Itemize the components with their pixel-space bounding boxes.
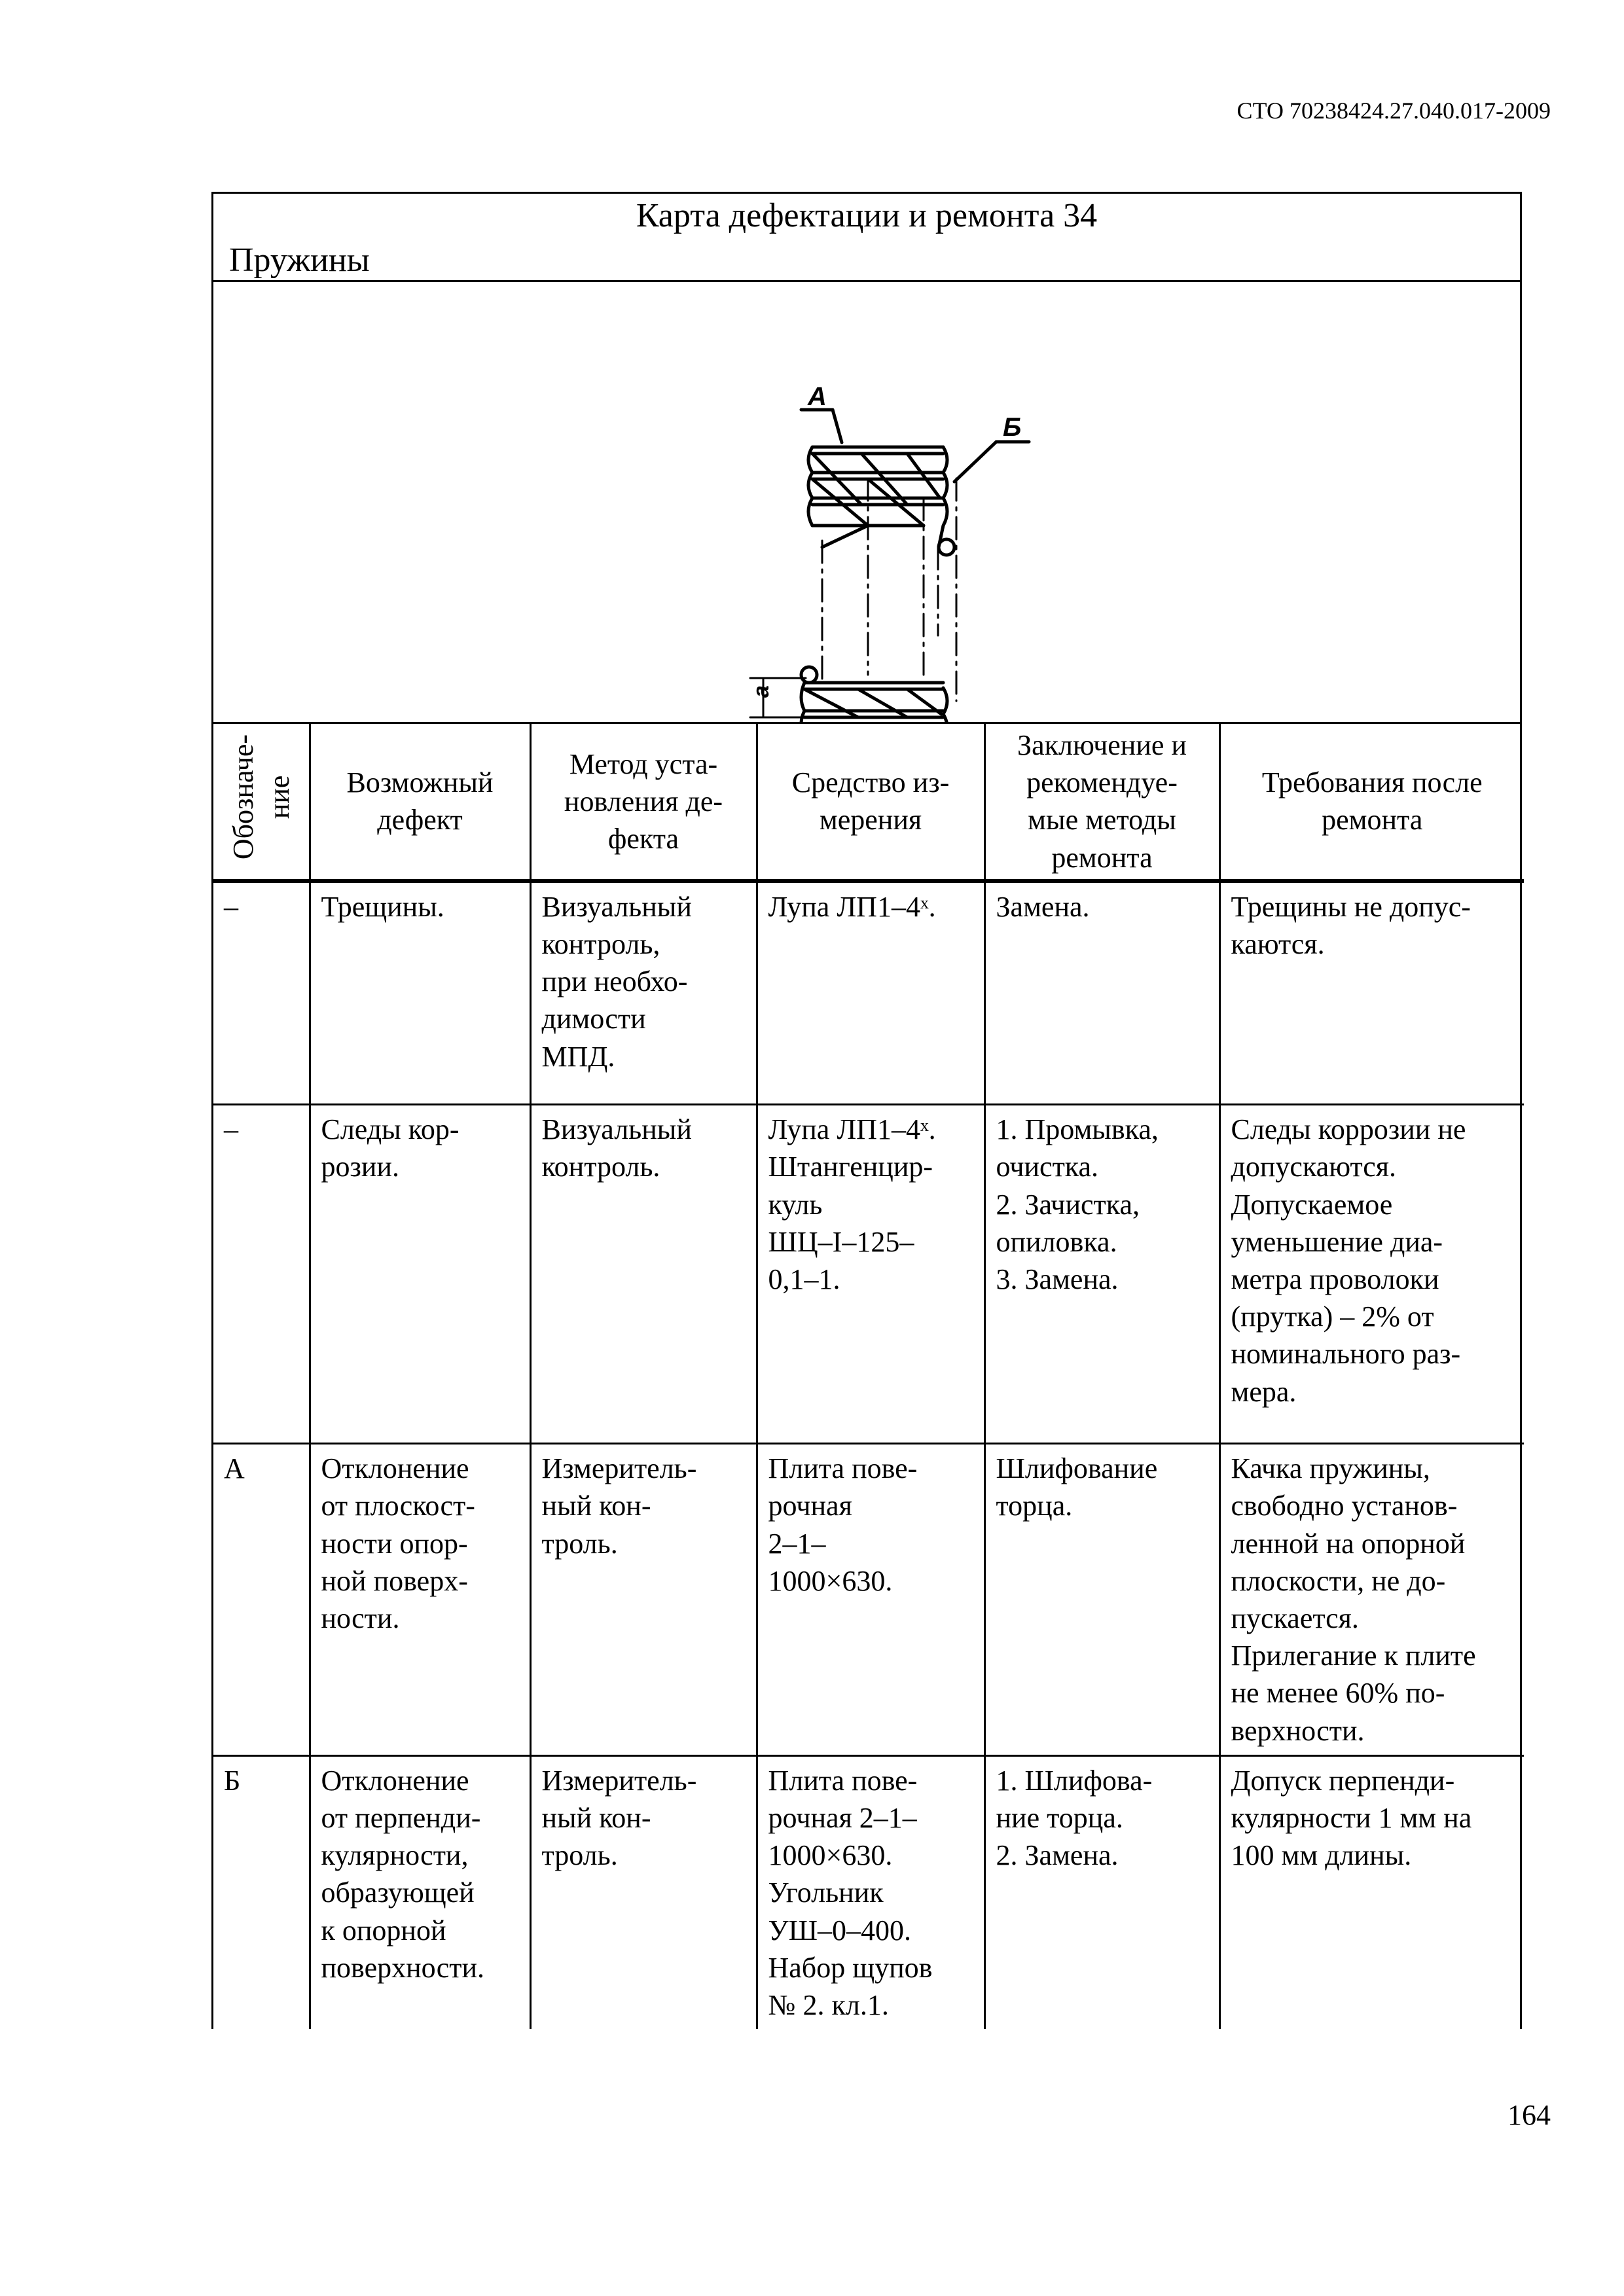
card-title-row xyxy=(213,194,1520,282)
table-row xyxy=(213,1444,1524,1756)
spring-drawing-svg xyxy=(213,282,1520,722)
cell-designation: Б xyxy=(224,1764,241,1797)
cell-requirements: Качка пружины, свободно установ- ленной на опорной плоскости, не до- пускается. Прилегание к плите не менее 60% по- верхности. xyxy=(1219,1444,1524,1756)
dimension-label: a xyxy=(749,685,774,698)
cell-method: Измеритель- ный кон- троль. xyxy=(530,1444,757,1756)
cell-instrument: Лупа ЛП1–4ˣ. xyxy=(757,881,984,1105)
label-b: Б xyxy=(1003,413,1022,442)
cell-method: Измеритель- ный кон- троль. xyxy=(530,1755,757,2029)
card-subtitle: Пружины xyxy=(229,242,370,279)
cell-method: Визуальный контроль. xyxy=(530,1105,757,1444)
cell-designation: – xyxy=(213,1105,310,1444)
header-instrument: Средство из- мерения xyxy=(757,724,984,881)
document-code: СТО 70238424.27.040.017-2009 xyxy=(1236,98,1551,124)
cell-conclusion: 1. Шлифова- ние торца. 2. Замена. xyxy=(984,1755,1219,2029)
cell-instrument: Лупа ЛП1–4ˣ. Штангенцир- куль ШЦ–I–125– 0,1–1. xyxy=(757,1105,984,1444)
cell-designation: А xyxy=(213,1444,310,1756)
table-row xyxy=(213,1755,1524,2029)
cell-defect: Отклонение от перпенди- кулярности, образующей к опорной поверхности. xyxy=(310,1755,530,2029)
header-conclusion: Заключение и рекомендуе- мые методы ремонта xyxy=(984,724,1219,881)
cell-conclusion: Шлифование торца. xyxy=(984,1444,1219,1756)
cell-defect: Следы кор- розии. xyxy=(310,1105,530,1444)
header-method: Метод уста- новления де- фекта xyxy=(530,724,757,881)
cell-defect: Отклонение от плоскост- ности опор- ной поверх- ности. xyxy=(310,1444,530,1756)
header-row xyxy=(213,724,1524,881)
cell-instrument: Плита пове- рочная 2–1– 1000×630. xyxy=(757,1444,984,1756)
cell-requirements: Допуск перпенди- кулярности 1 мм на 100 мм длины. xyxy=(1219,1755,1524,2029)
cell-method: Визуальный контроль, при необхо- димости МПД. xyxy=(530,881,757,1105)
header-defect: Возможный дефект xyxy=(310,724,530,881)
table-row xyxy=(213,881,1524,1105)
defect-card xyxy=(211,192,1522,2029)
cell-conclusion: 1. Промывка, очистка. 2. Зачистка, опиловка. 3. Замена. xyxy=(984,1105,1219,1444)
label-a-top: А xyxy=(808,382,827,411)
page-number: 164 xyxy=(1507,2099,1551,2131)
header-requirements: Требования после ремонта xyxy=(1219,724,1524,881)
card-title: Карта дефектации и ремонта 34 xyxy=(636,197,1098,234)
table-row xyxy=(213,1105,1524,1444)
spring-drawing xyxy=(213,282,1520,724)
defects-table xyxy=(213,724,1524,2029)
cell-instrument: Плита пове- рочная 2–1– 1000×630. Угольник УШ–0–400. Набор щупов № 2. кл.1. xyxy=(757,1755,984,2029)
header-designation: Обозначе- ние xyxy=(213,724,310,881)
cell-designation: – xyxy=(213,881,310,1105)
cell-requirements: Трещины не допус- каются. xyxy=(1219,881,1524,1105)
cell-requirements: Следы коррозии не допускаются. Допускаемое уменьшение диа- метра проволоки (прутка) – 2% от номинального раз- мера. xyxy=(1219,1105,1524,1444)
cell-defect: Трещины. xyxy=(310,881,530,1105)
cell-conclusion: Замена. xyxy=(984,881,1219,1105)
